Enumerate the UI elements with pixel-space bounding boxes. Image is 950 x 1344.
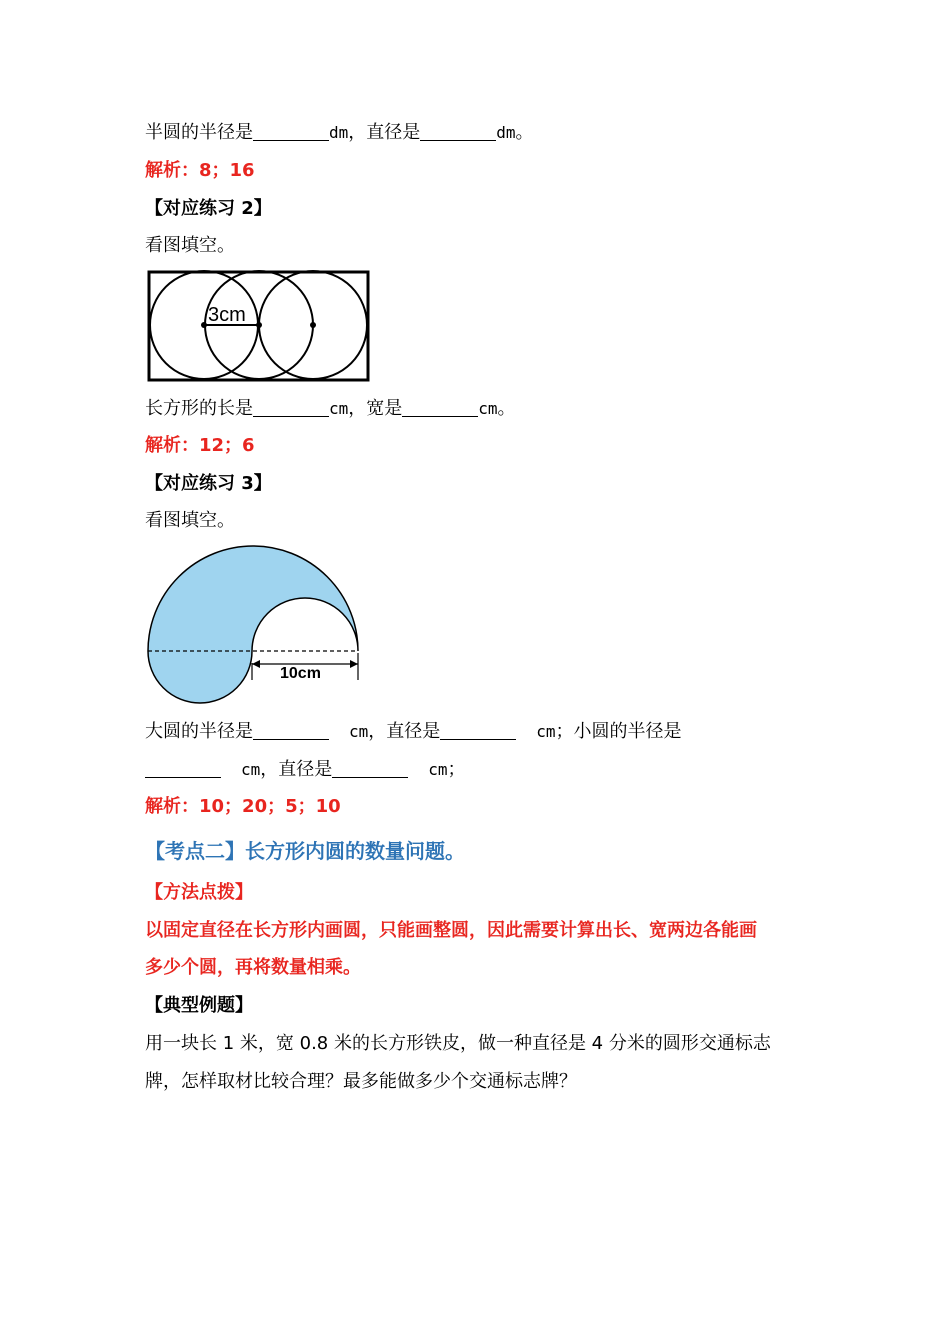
exercise-2-question <box>145 396 516 422</box>
three-circles-rectangle-figure <box>146 268 372 384</box>
answer-blank <box>332 759 408 778</box>
question-text: ，宽是 <box>348 398 403 419</box>
answer-2: 解析：12；6 <box>145 435 255 456</box>
exercise-3-instruction: 看图填空。 <box>145 510 235 531</box>
crescent-shaded-region <box>148 546 358 703</box>
dimension-label: 10cm <box>280 665 321 682</box>
unit-text: cm <box>428 760 448 779</box>
answer-blank <box>440 721 516 740</box>
question-text: ，直径是 <box>260 759 333 780</box>
exercise-3-question-line-2 <box>145 757 466 783</box>
unit-text: cm <box>329 399 349 418</box>
question-text: ； <box>447 759 466 780</box>
question-text: 半圆的半径是 <box>145 122 253 143</box>
unit-text: cm <box>349 722 369 741</box>
answer-1: 解析：8；16 <box>145 160 255 181</box>
crescent-circle-figure <box>140 538 366 708</box>
unit-text: dm <box>329 123 349 142</box>
answer-blank <box>420 122 496 141</box>
center-dot-right <box>310 322 316 328</box>
example-text-line-2: 牌，怎样取材比较合理？最多能做多少个交通标志牌？ <box>145 1071 577 1092</box>
answer-blank <box>253 122 329 141</box>
answer-blank <box>253 398 329 417</box>
answer-blank <box>253 721 329 740</box>
example-heading: 【典型例题】 <box>145 995 253 1016</box>
question-text: 。 <box>497 398 516 419</box>
unit-text: cm <box>478 399 498 418</box>
answer-blank <box>145 759 221 778</box>
answer-3: 解析：10；20；5；10 <box>145 796 341 817</box>
question-text: ；小圆的半径是 <box>555 721 682 742</box>
method-text-line-2: 多少个圆，再将数量相乘。 <box>145 957 361 978</box>
exercise-3-heading: 【对应练习 3】 <box>145 473 272 494</box>
unit-text: cm <box>536 722 556 741</box>
section-2-title: 【考点二】长方形内圆的数量问题。 <box>145 839 465 863</box>
center-dot-left <box>201 322 207 328</box>
center-dot-middle <box>256 322 262 328</box>
question-text: ，直径是 <box>368 721 441 742</box>
method-text-line-1: 以固定直径在长方形内画圆，只能画整圆，因此需要计算出长、宽两边各能画 <box>145 920 757 941</box>
radius-label: 3cm <box>208 304 246 326</box>
question-text: 大圆的半径是 <box>145 721 253 742</box>
question-line-1 <box>145 120 534 146</box>
dimension-arrow-left <box>252 660 260 668</box>
unit-text: cm <box>241 760 261 779</box>
answer-blank <box>402 398 478 417</box>
example-text-line-1: 用一块长 1 米，宽 0.8 米的长方形铁皮，做一种直径是 4 分米的圆形交通标志 <box>145 1033 771 1054</box>
question-text: 。 <box>515 122 534 143</box>
question-text: 长方形的长是 <box>145 398 253 419</box>
exercise-3-question-line-1 <box>145 719 682 745</box>
exercise-2-instruction: 看图填空。 <box>145 235 235 256</box>
question-text: ，直径是 <box>348 122 421 143</box>
method-heading: 【方法点拨】 <box>145 882 253 903</box>
dimension-arrow-right <box>350 660 358 668</box>
exercise-2-heading: 【对应练习 2】 <box>145 198 272 219</box>
unit-text: dm <box>496 123 516 142</box>
